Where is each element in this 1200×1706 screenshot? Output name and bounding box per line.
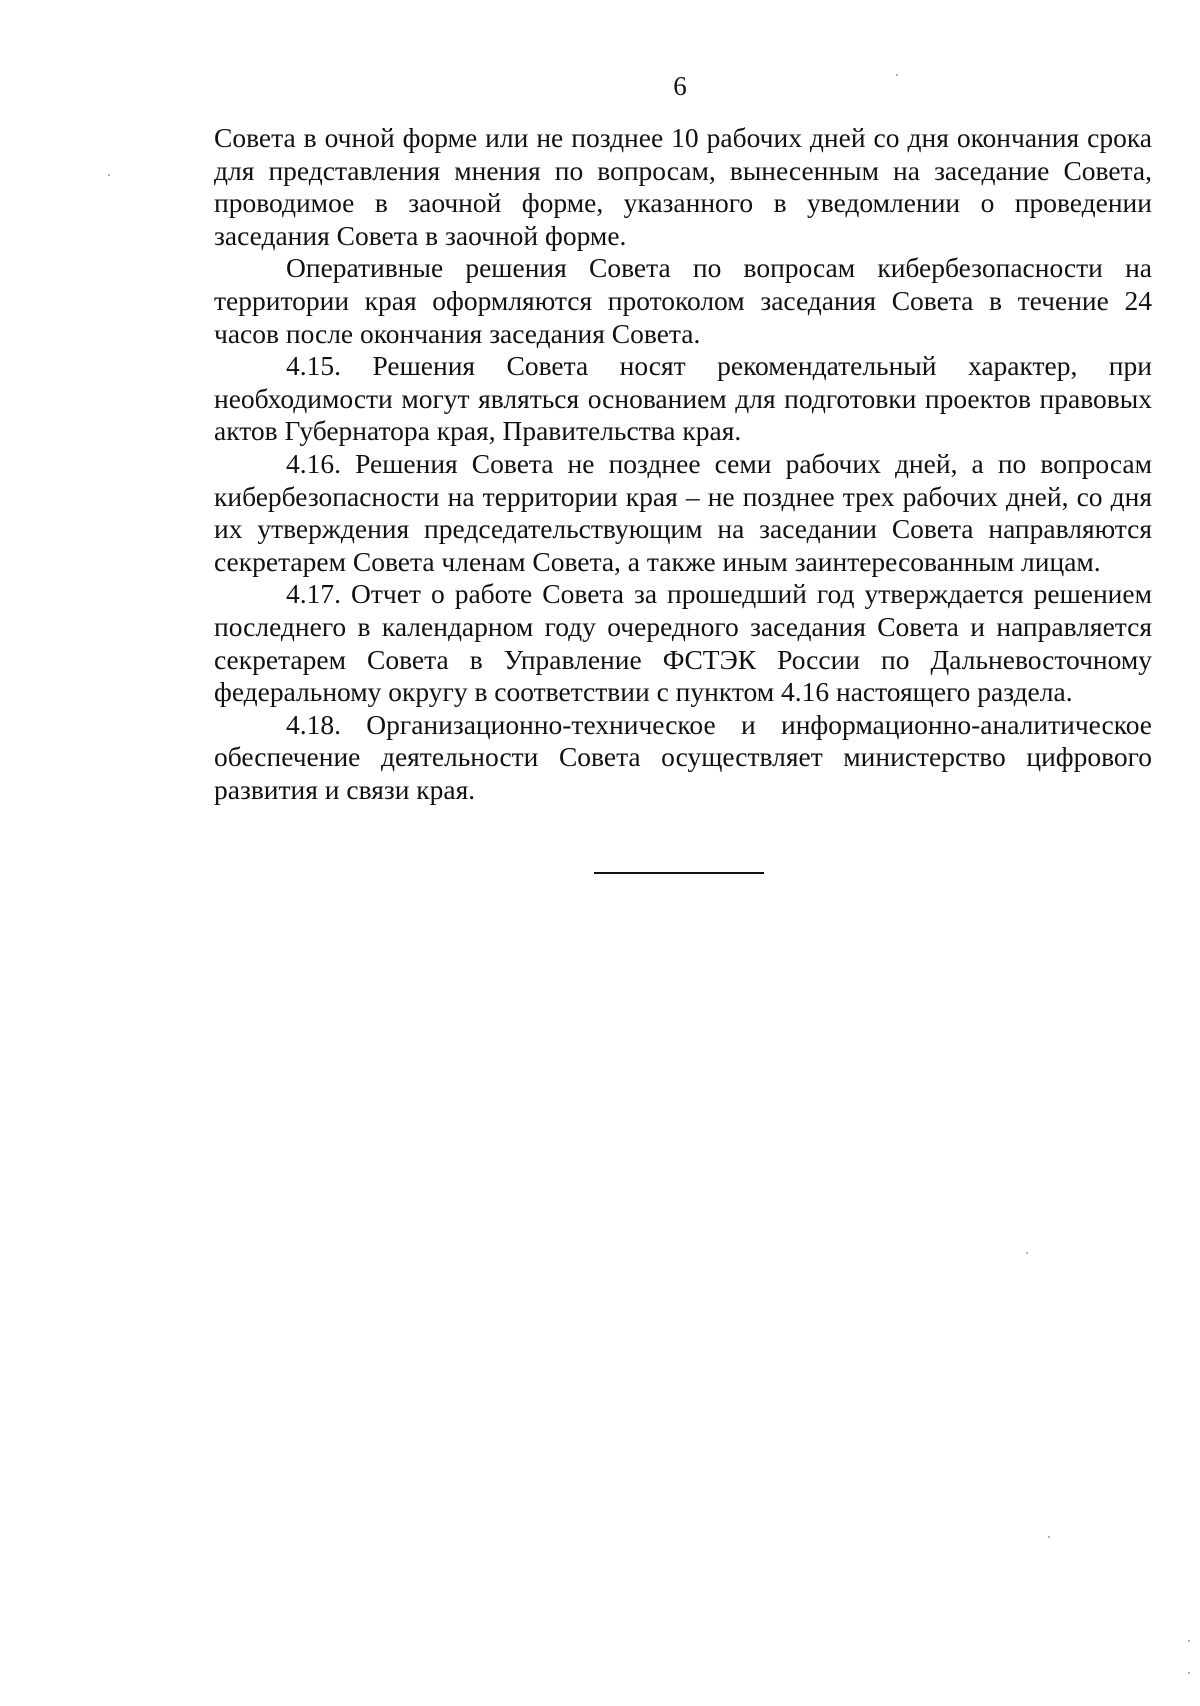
end-of-text-rule xyxy=(594,872,764,874)
paragraph-4-15: 4.15. Решения Совета носят рекомендательный характер, при необходимости могут являться основанием для подготовки проектов правовых актов Губернатора края, Правительства края. xyxy=(214,350,1152,447)
paragraph-operative-decisions: Оперативные решения Совета по вопросам кибербезопасности на территории края оформляются протоколом заседания Совета в течение 24 часов после окончания заседания Совета. xyxy=(214,252,1152,349)
document-body xyxy=(214,122,1152,806)
scan-speck xyxy=(1188,1640,1190,1642)
scan-speck xyxy=(1048,1536,1050,1538)
paragraph-continuation: Совета в очной форме или не позднее 10 рабочих дней со дня окончания срока для представления мнения по вопросам, вынесенным на заседание Совета, проводимое в заочной форме, указанного в уведомлении о проведении заседания Совета в заочной форме. xyxy=(214,122,1152,251)
scan-speck xyxy=(896,74,898,76)
paragraph-4-18: 4.18. Организационно-техническое и информационно-аналитическое обеспечение деятельности Совета осуществляет министерство цифрового развития и связи края. xyxy=(214,708,1152,805)
scan-speck xyxy=(1026,1252,1028,1254)
scan-speck xyxy=(108,174,110,176)
page-number: 6 xyxy=(673,71,687,101)
paragraph-4-17: 4.17. Отчет о работе Совета за прошедший год утверждается решением последнего в календарном году очередного заседания Совета и направляется секретарем Совета в Управление ФСТЭК России по Дальневосточному федеральному округу в соответствии с пунктом 4.16 настоящего раздела. xyxy=(214,578,1152,708)
scan-speck xyxy=(1188,1672,1190,1674)
paragraph-4-16: 4.16. Решения Совета не позднее семи рабочих дней, а по вопросам кибербезопасности на территории края – не позднее трех рабочих дней, со дня их утверждения председательствующим на заседании Совета направляются секретарем Совета членам Совета, а также иным заинтересованным лицам. xyxy=(214,447,1152,577)
